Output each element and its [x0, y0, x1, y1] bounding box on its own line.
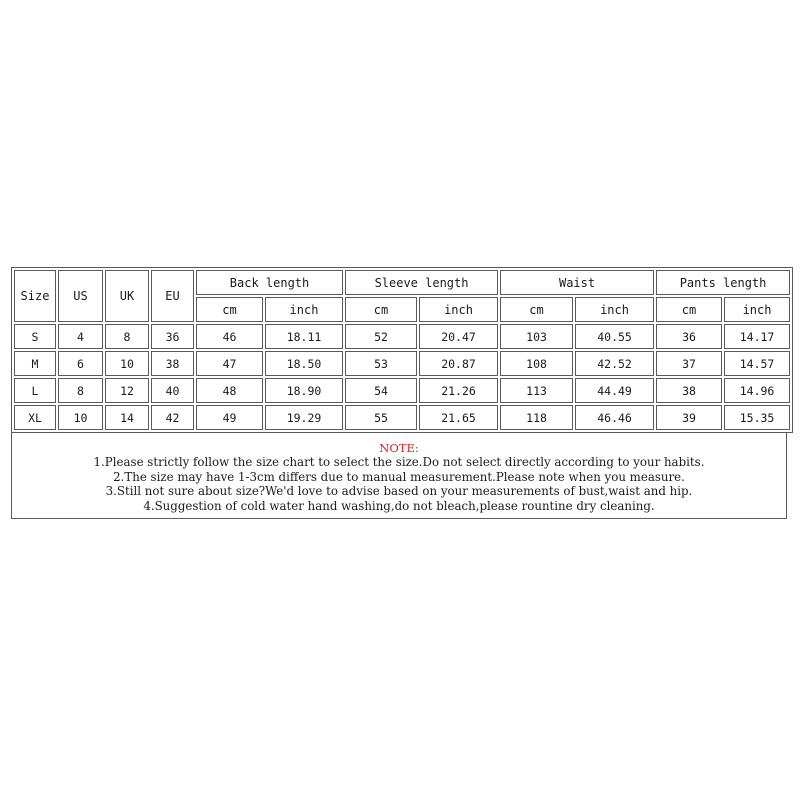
unit-back-cm: cm: [196, 297, 263, 322]
unit-waist-inch: inch: [575, 297, 654, 322]
note-line-1: 1.Please strictly follow the size chart to select the size.Do not select directly according to your habits.: [93, 455, 705, 469]
cell-sleeve-cm: 55: [345, 405, 417, 430]
cell-back-cm: 46: [196, 324, 263, 349]
cell-waist-inch: 40.55: [575, 324, 654, 349]
cell-us: 4: [58, 324, 103, 349]
unit-back-inch: inch: [265, 297, 343, 322]
cell-size: M: [14, 351, 56, 376]
cell-sleeve-cm: 54: [345, 378, 417, 403]
header-uk: UK: [105, 270, 149, 322]
cell-back-inch: 19.29: [265, 405, 343, 430]
size-chart-container: [11, 267, 789, 519]
cell-pants-cm: 37: [656, 351, 722, 376]
note-line-2: 2.The size may have 1-3cm differs due to manual measurement.Please note when you measure.: [113, 469, 685, 484]
cell-back-cm: 49: [196, 405, 263, 430]
cell-size: S: [14, 324, 56, 349]
cell-sleeve-cm: 53: [345, 351, 417, 376]
header-row-groups: [14, 270, 790, 295]
cell-waist-inch: 46.46: [575, 405, 654, 430]
cell-waist-cm: 108: [500, 351, 573, 376]
table-row-m: [14, 351, 790, 376]
header-us: US: [58, 270, 103, 322]
cell-eu: 42: [151, 405, 194, 430]
unit-waist-cm: cm: [500, 297, 573, 322]
header-size: Size: [14, 270, 56, 322]
cell-us: 8: [58, 378, 103, 403]
cell-pants-inch: 15.35: [724, 405, 790, 430]
cell-pants-cm: 38: [656, 378, 722, 403]
note-title: NOTE:: [379, 441, 419, 455]
table-row-s: [14, 324, 790, 349]
cell-pants-inch: 14.57: [724, 351, 790, 376]
cell-size: L: [14, 378, 56, 403]
header-eu: EU: [151, 270, 194, 322]
table-row-l: [14, 378, 790, 403]
cell-size: XL: [14, 405, 56, 430]
cell-back-cm: 48: [196, 378, 263, 403]
note-box: [11, 433, 787, 519]
cell-pants-cm: 36: [656, 324, 722, 349]
unit-pants-cm: cm: [656, 297, 722, 322]
unit-pants-inch: inch: [724, 297, 790, 322]
cell-eu: 40: [151, 378, 194, 403]
cell-us: 6: [58, 351, 103, 376]
cell-eu: 36: [151, 324, 194, 349]
cell-waist-inch: 42.52: [575, 351, 654, 376]
cell-waist-inch: 44.49: [575, 378, 654, 403]
cell-sleeve-inch: 20.87: [419, 351, 498, 376]
cell-sleeve-inch: 20.47: [419, 324, 498, 349]
cell-pants-cm: 39: [656, 405, 722, 430]
size-chart-table: [11, 267, 793, 433]
header-waist: Waist: [500, 270, 654, 295]
cell-pants-inch: 14.17: [724, 324, 790, 349]
cell-uk: 10: [105, 351, 149, 376]
cell-sleeve-inch: 21.65: [419, 405, 498, 430]
cell-back-inch: 18.90: [265, 378, 343, 403]
cell-sleeve-cm: 52: [345, 324, 417, 349]
cell-back-cm: 47: [196, 351, 263, 376]
cell-uk: 12: [105, 378, 149, 403]
note-line-4: 4.Suggestion of cold water hand washing,do not bleach,please rountine dry cleaning.: [143, 498, 655, 513]
unit-sleeve-cm: cm: [345, 297, 417, 322]
cell-uk: 8: [105, 324, 149, 349]
header-back-length: Back length: [196, 270, 343, 295]
cell-sleeve-inch: 21.26: [419, 378, 498, 403]
cell-waist-cm: 118: [500, 405, 573, 430]
cell-waist-cm: 103: [500, 324, 573, 349]
header-sleeve-length: Sleeve length: [345, 270, 498, 295]
cell-us: 10: [58, 405, 103, 430]
header-pants-length: Pants length: [656, 270, 790, 295]
cell-eu: 38: [151, 351, 194, 376]
note-line-3: 3.Still not sure about size?We'd love to advise based on your measurements of bust,waist and hip.: [105, 484, 693, 498]
cell-pants-inch: 14.96: [724, 378, 790, 403]
cell-back-inch: 18.50: [265, 351, 343, 376]
cell-uk: 14: [105, 405, 149, 430]
cell-back-inch: 18.11: [265, 324, 343, 349]
unit-sleeve-inch: inch: [419, 297, 498, 322]
table-row-xl: [14, 405, 790, 430]
cell-waist-cm: 113: [500, 378, 573, 403]
